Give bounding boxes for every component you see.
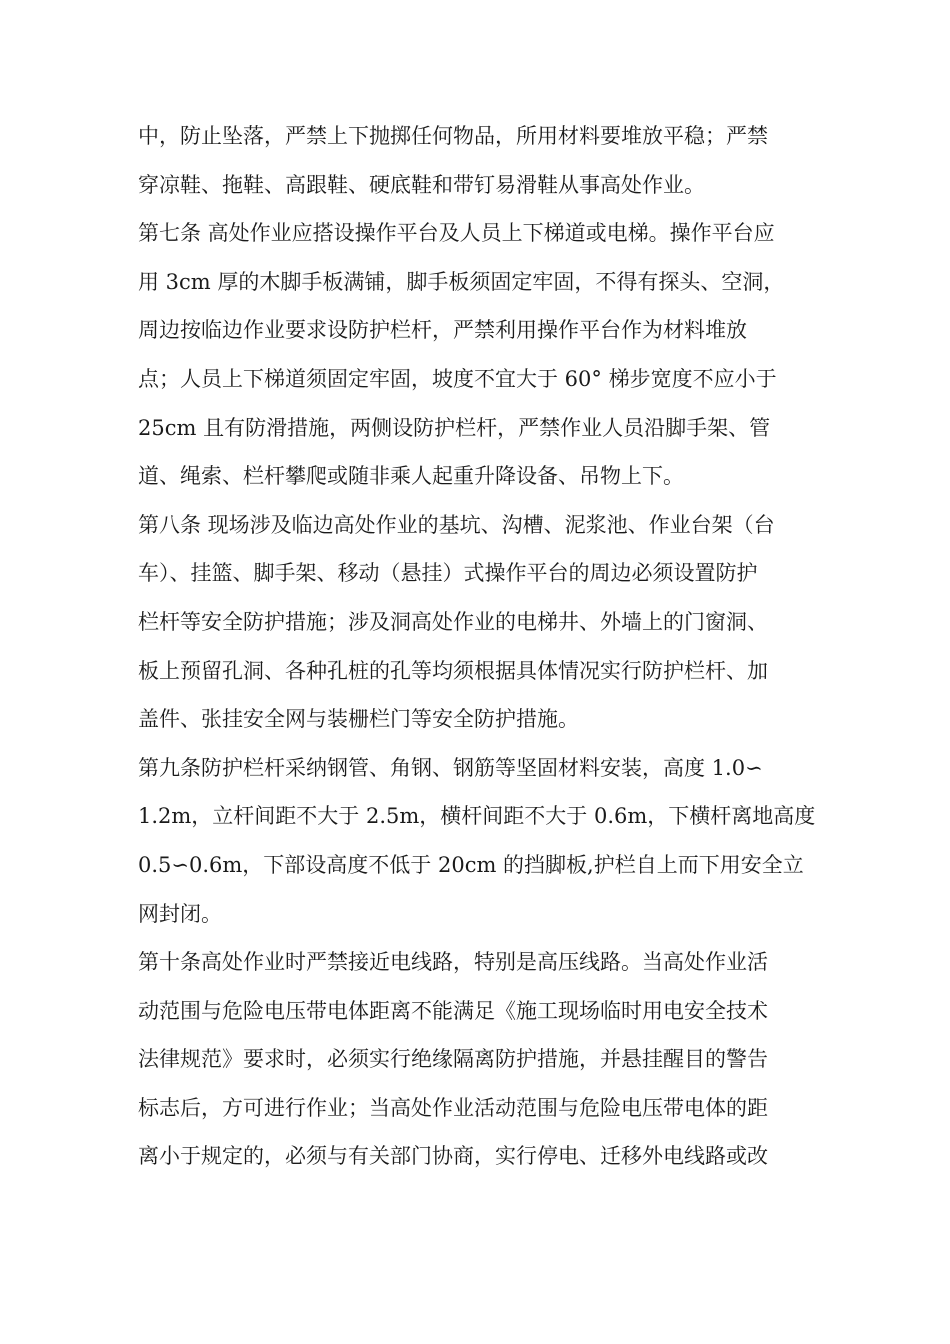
text-line: 周边按临边作业要求设防护栏杆，严禁利用操作平台作为材料堆放 <box>138 318 747 343</box>
text-line: 道、绳索、栏杆攀爬或随非乘人起重升降设备、吊物上下。 <box>138 464 684 489</box>
text-line: 第九条防护栏杆采纳钢管、角钢、钢筋等坚固材料安装，高度 1.0∽ <box>138 755 763 780</box>
text-line: 法律规范》要求时，必须实行绝缘隔离防护措施，并悬挂醒目的警告 <box>138 1047 768 1072</box>
text-line: 点；人员上下梯道须固定牢固，坡度不宜大于 60° 梯步宽度不应小于 <box>138 366 777 391</box>
text-line: 第八条 现场涉及临边高处作业的基坑、沟槽、泥浆池、作业台架（台 <box>138 512 775 537</box>
text-line: 第七条 高处作业应搭设操作平台及人员上下梯道或电梯。操作平台应 <box>138 221 775 246</box>
text-line: 离小于规定的，必须与有关部门协商，实行停电、迁移外电线路或改 <box>138 1144 768 1169</box>
text-line: 板上预留孔洞、各种孔桩的孔等均须根据具体情况实行防护栏杆、加 <box>138 658 768 683</box>
text-line: 25cm 且有防滑措施，两侧设防护栏杆，严禁作业人员沿脚手架、管 <box>138 415 771 440</box>
text-line: 车）、挂篮、脚手架、移动（悬挂）式操作平台的周边必须设置防护 <box>138 561 758 586</box>
text-line: 标志后，方可进行作业；当高处作业活动范围与危险电压带电体的距 <box>138 1095 768 1120</box>
text-line: 中，防止坠落，严禁上下抛掷任何物品，所用材料要堆放平稳；严禁 <box>138 124 768 148</box>
text-line: 0.5∽0.6m，下部设高度不低于 20cm 的挡脚板,护栏自上而下用安全立 <box>138 852 804 877</box>
text-line: 栏杆等安全防护措施；涉及洞高处作业的电梯井、外墙上的门窗洞、 <box>138 609 768 634</box>
text-line: 穿凉鞋、拖鞋、高跟鞋、硬底鞋和带钉易滑鞋从事高处作业。 <box>138 172 705 197</box>
text-line: 用 3cm 厚的木脚手板满铺，脚手板须固定牢固，不得有探头、空洞， <box>138 269 785 294</box>
body-text <box>138 112 838 1181</box>
text-line: 网封闭。 <box>138 901 222 926</box>
text-line: 盖件、张挂安全网与装栅栏门等安全防护措施。 <box>138 707 579 732</box>
text-line: 第十条高处作业时严禁接近电线路，特别是高压线路。当高处作业活 <box>138 950 768 975</box>
text-line: 动范围与危险电压带电体距离不能满足《施工现场临时用电安全技术 <box>138 998 768 1023</box>
text-line: 1.2m，立杆间距不大于 2.5m，横杆间距不大于 0.6m，下横杆离地高度 <box>138 804 816 829</box>
